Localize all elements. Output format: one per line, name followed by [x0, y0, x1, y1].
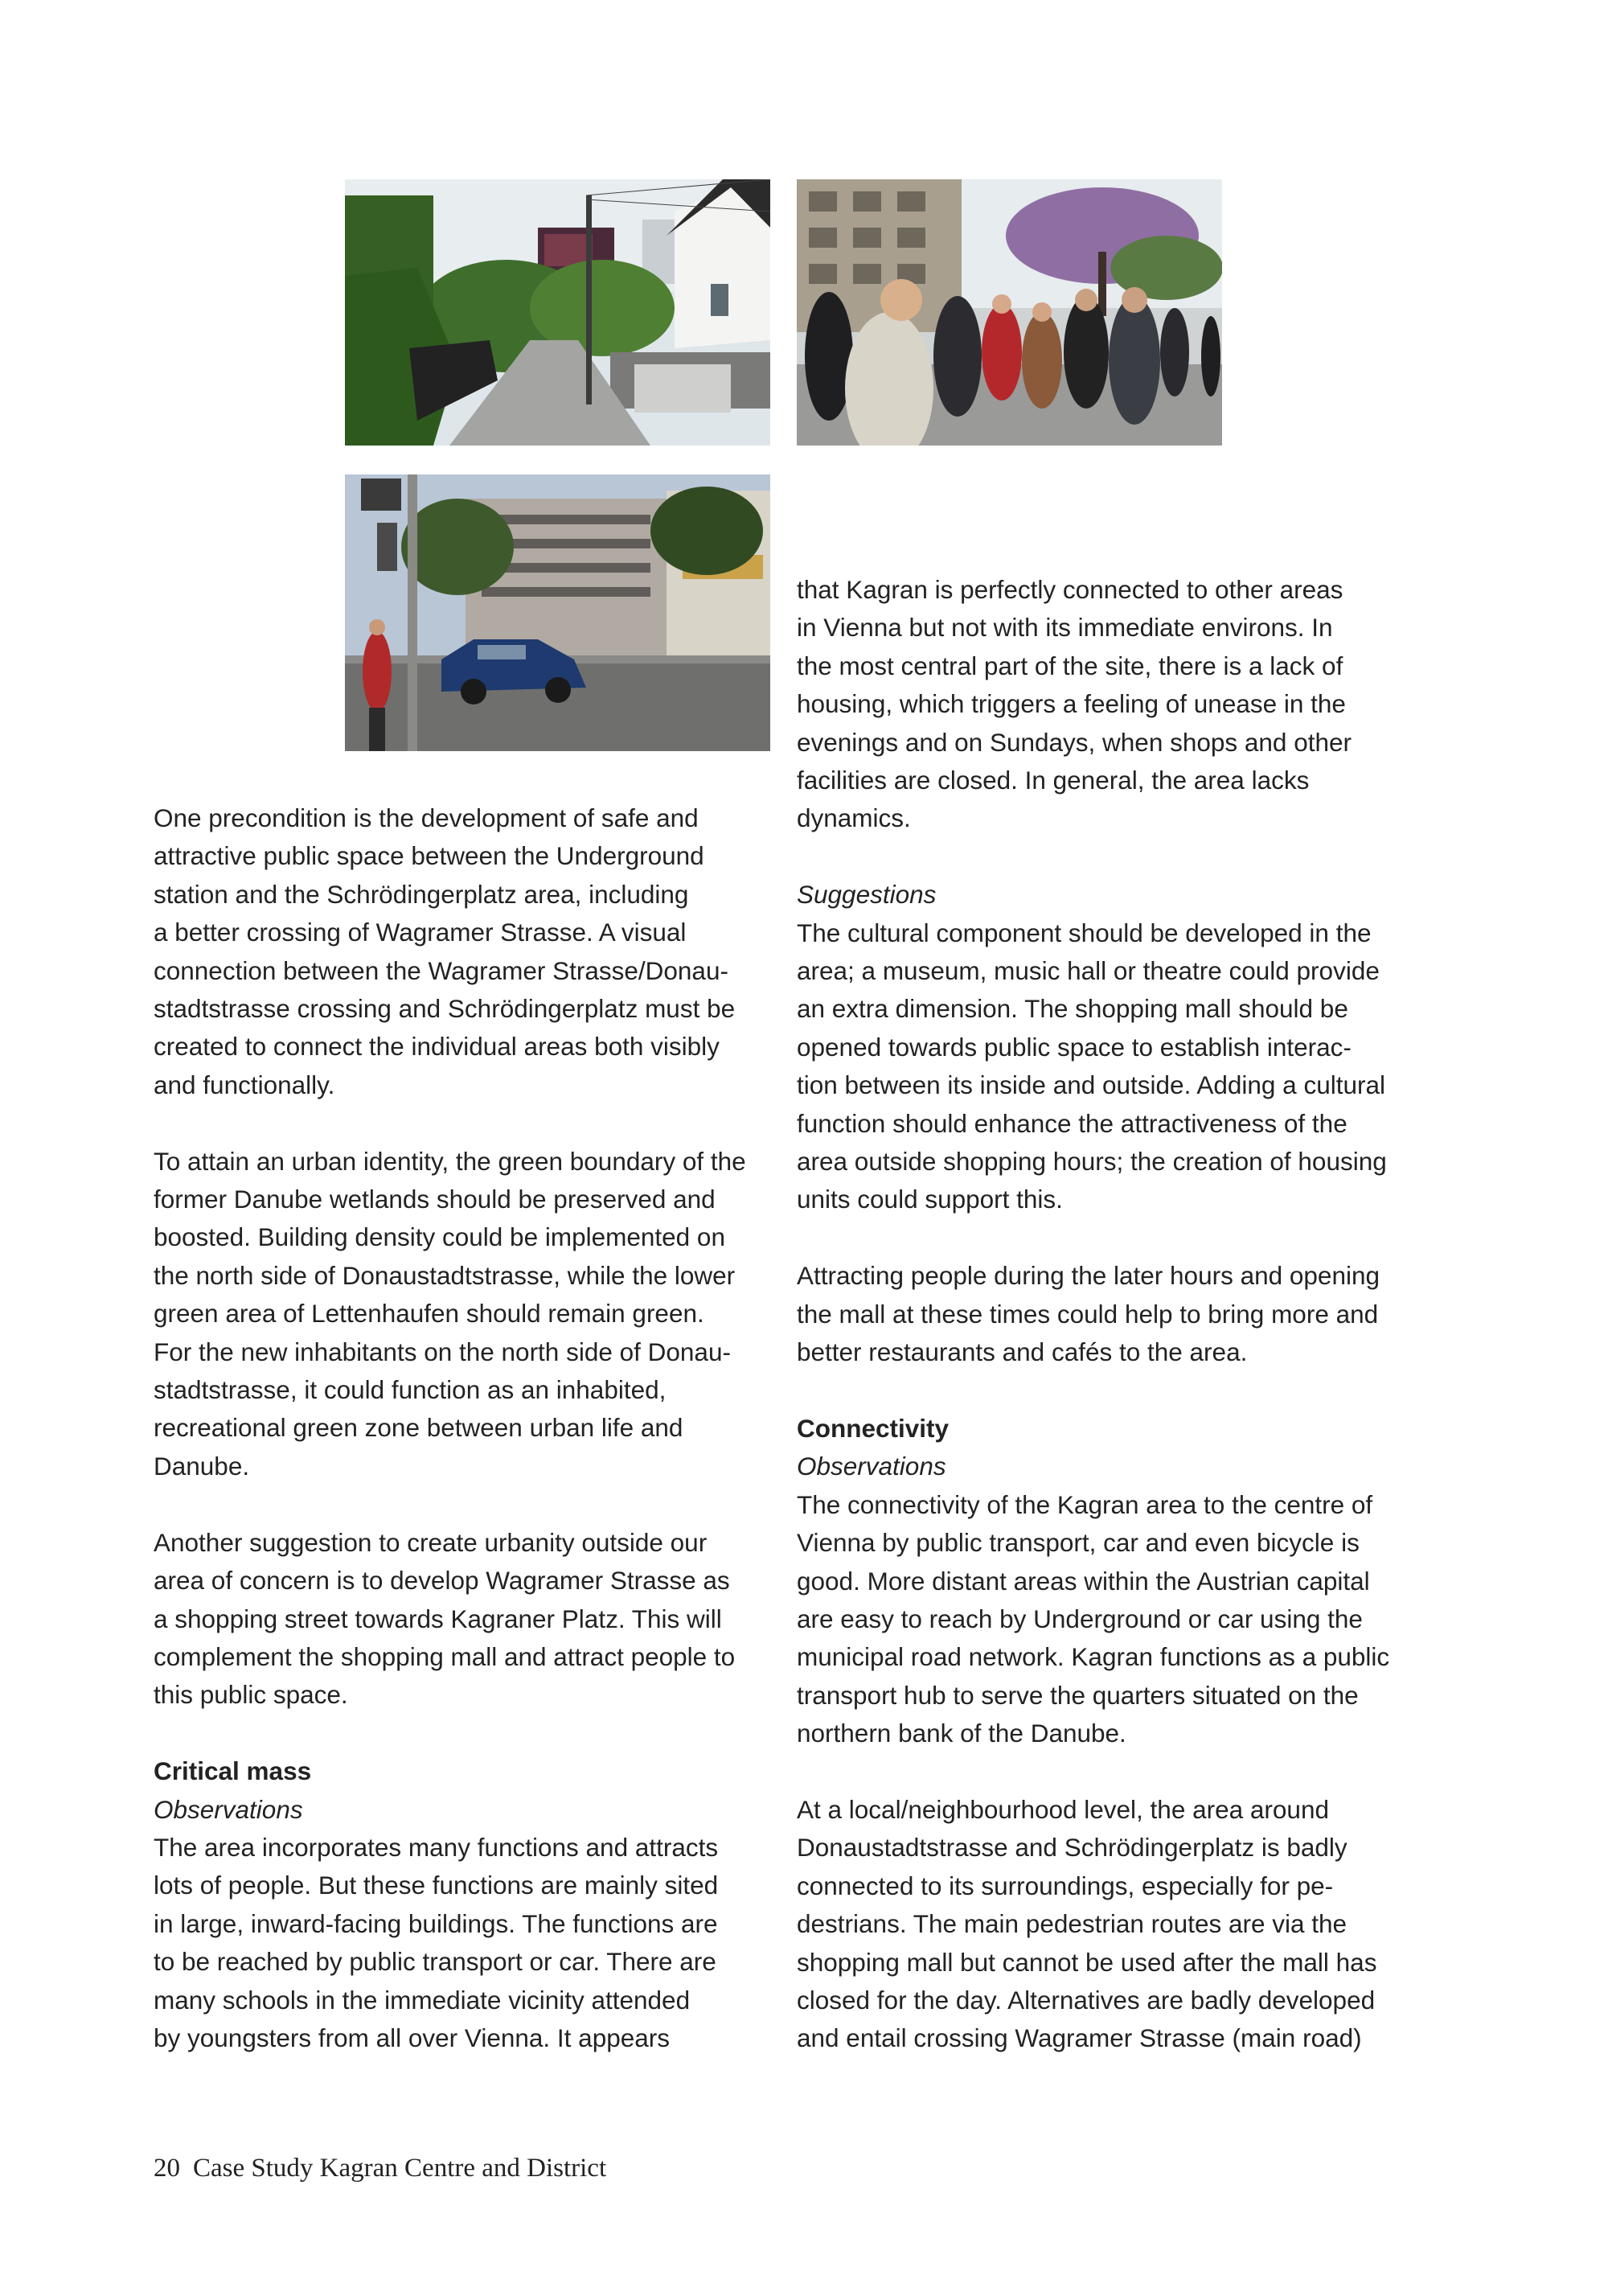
connectivity-subheading: Observations [797, 1452, 946, 1481]
photo-street-crossing [345, 474, 770, 751]
right-paragraph-4: The connectivity of the Kagran area to the centre of Vienna by public transport, car and even bicycle is good. More distant areas within the Austrian capital are easy to reach by Underground or car using the municipal road network. Kagran functions as a public transport hub to serve the quarters situated on the northern bank of the Danube. [797, 1489, 1390, 1748]
photo-group-tour [797, 179, 1222, 446]
left-paragraph-4: The area incorporates many functions and attracts lots of people. But these functions are mainly sited in large, inward-facing buildings. The functions are to be reached by public transport or car. There are many schools in the immediate vicinity attended by youngsters from all over Vienna. It appears [154, 1832, 719, 2052]
photo-residential-lane [345, 179, 770, 446]
left-column [154, 799, 777, 2057]
right-paragraph-2: The cultural component should be developed in the area; a museum, music hall or theatre could provide an extra dimension. The shopping mall should be opened towards public space to establish interac- tion between its inside and outside. Adding a cultural function should enhance the attractiveness of the area outside shopping hours; the creation of housing units could support this. [797, 918, 1387, 1214]
left-paragraph-2: To attain an urban identity, the green boundary of the former Danube wetlands should be preserved and boosted. Building density could be implemented on the north side of Donaustadtstrasse, while the lower green area of Lettenhaufen should remain green. For the new inhabitants on the north side of Donau- stadtstrasse, it could function as an inhabited, recreational green zone between urban life and Danube. [154, 1146, 746, 1481]
left-paragraph-1: One precondition is the development of safe and attractive public space between the Underground station and the Schrödingerplatz area, including a better crossing of Wagramer Strasse. A visual connection between the Wagramer Strasse/Donau- stadtstrasse crossing and Schrödingerplatz must be created to connect the individual areas both visibly and functionally. [154, 803, 736, 1099]
page-number: 20 [154, 2154, 180, 2183]
critical-mass-heading: Critical mass [154, 1756, 312, 1786]
critical-mass-subheading: Observations [154, 1794, 303, 1824]
right-column [797, 571, 1440, 2058]
left-paragraph-3: Another suggestion to create urbanity outside our area of concern is to develop Wagramer Strasse as a shopping street towards Kagraner Platz. This will complement the shopping mall and attract people to this public space. [154, 1527, 736, 1710]
right-paragraph-3: Attracting people during the later hours and opening the mall at these times could help to bring more and better restaurants and cafés to the area. [797, 1261, 1380, 1367]
suggestions-subheading: Suggestions [797, 880, 937, 910]
connectivity-heading: Connectivity [797, 1413, 950, 1443]
right-paragraph-1: that Kagran is perfectly connected to other areas in Vienna but not with its immediate environs. In the most central part of the site, there is a lack of housing, which triggers a feeling of unease in the evenings and on Sundays, when shops and other facilities are closed. In general, the area lacks dynamics. [797, 575, 1352, 833]
footer-title: Case Study Kagran Centre and District [193, 2154, 607, 2183]
page-footer [154, 2154, 606, 2183]
right-paragraph-5: At a local/neighbourhood level, the area around Donaustadtstrasse and Schrödingerplatz is badly connected to its surroundings, especially for pe- destrians. The main pedestrian routes are via the shopping mall but cannot be used after the mall has closed for the day. Alternatives are badly developed and entail crossing Wagramer Strasse (main road) [797, 1794, 1377, 2053]
